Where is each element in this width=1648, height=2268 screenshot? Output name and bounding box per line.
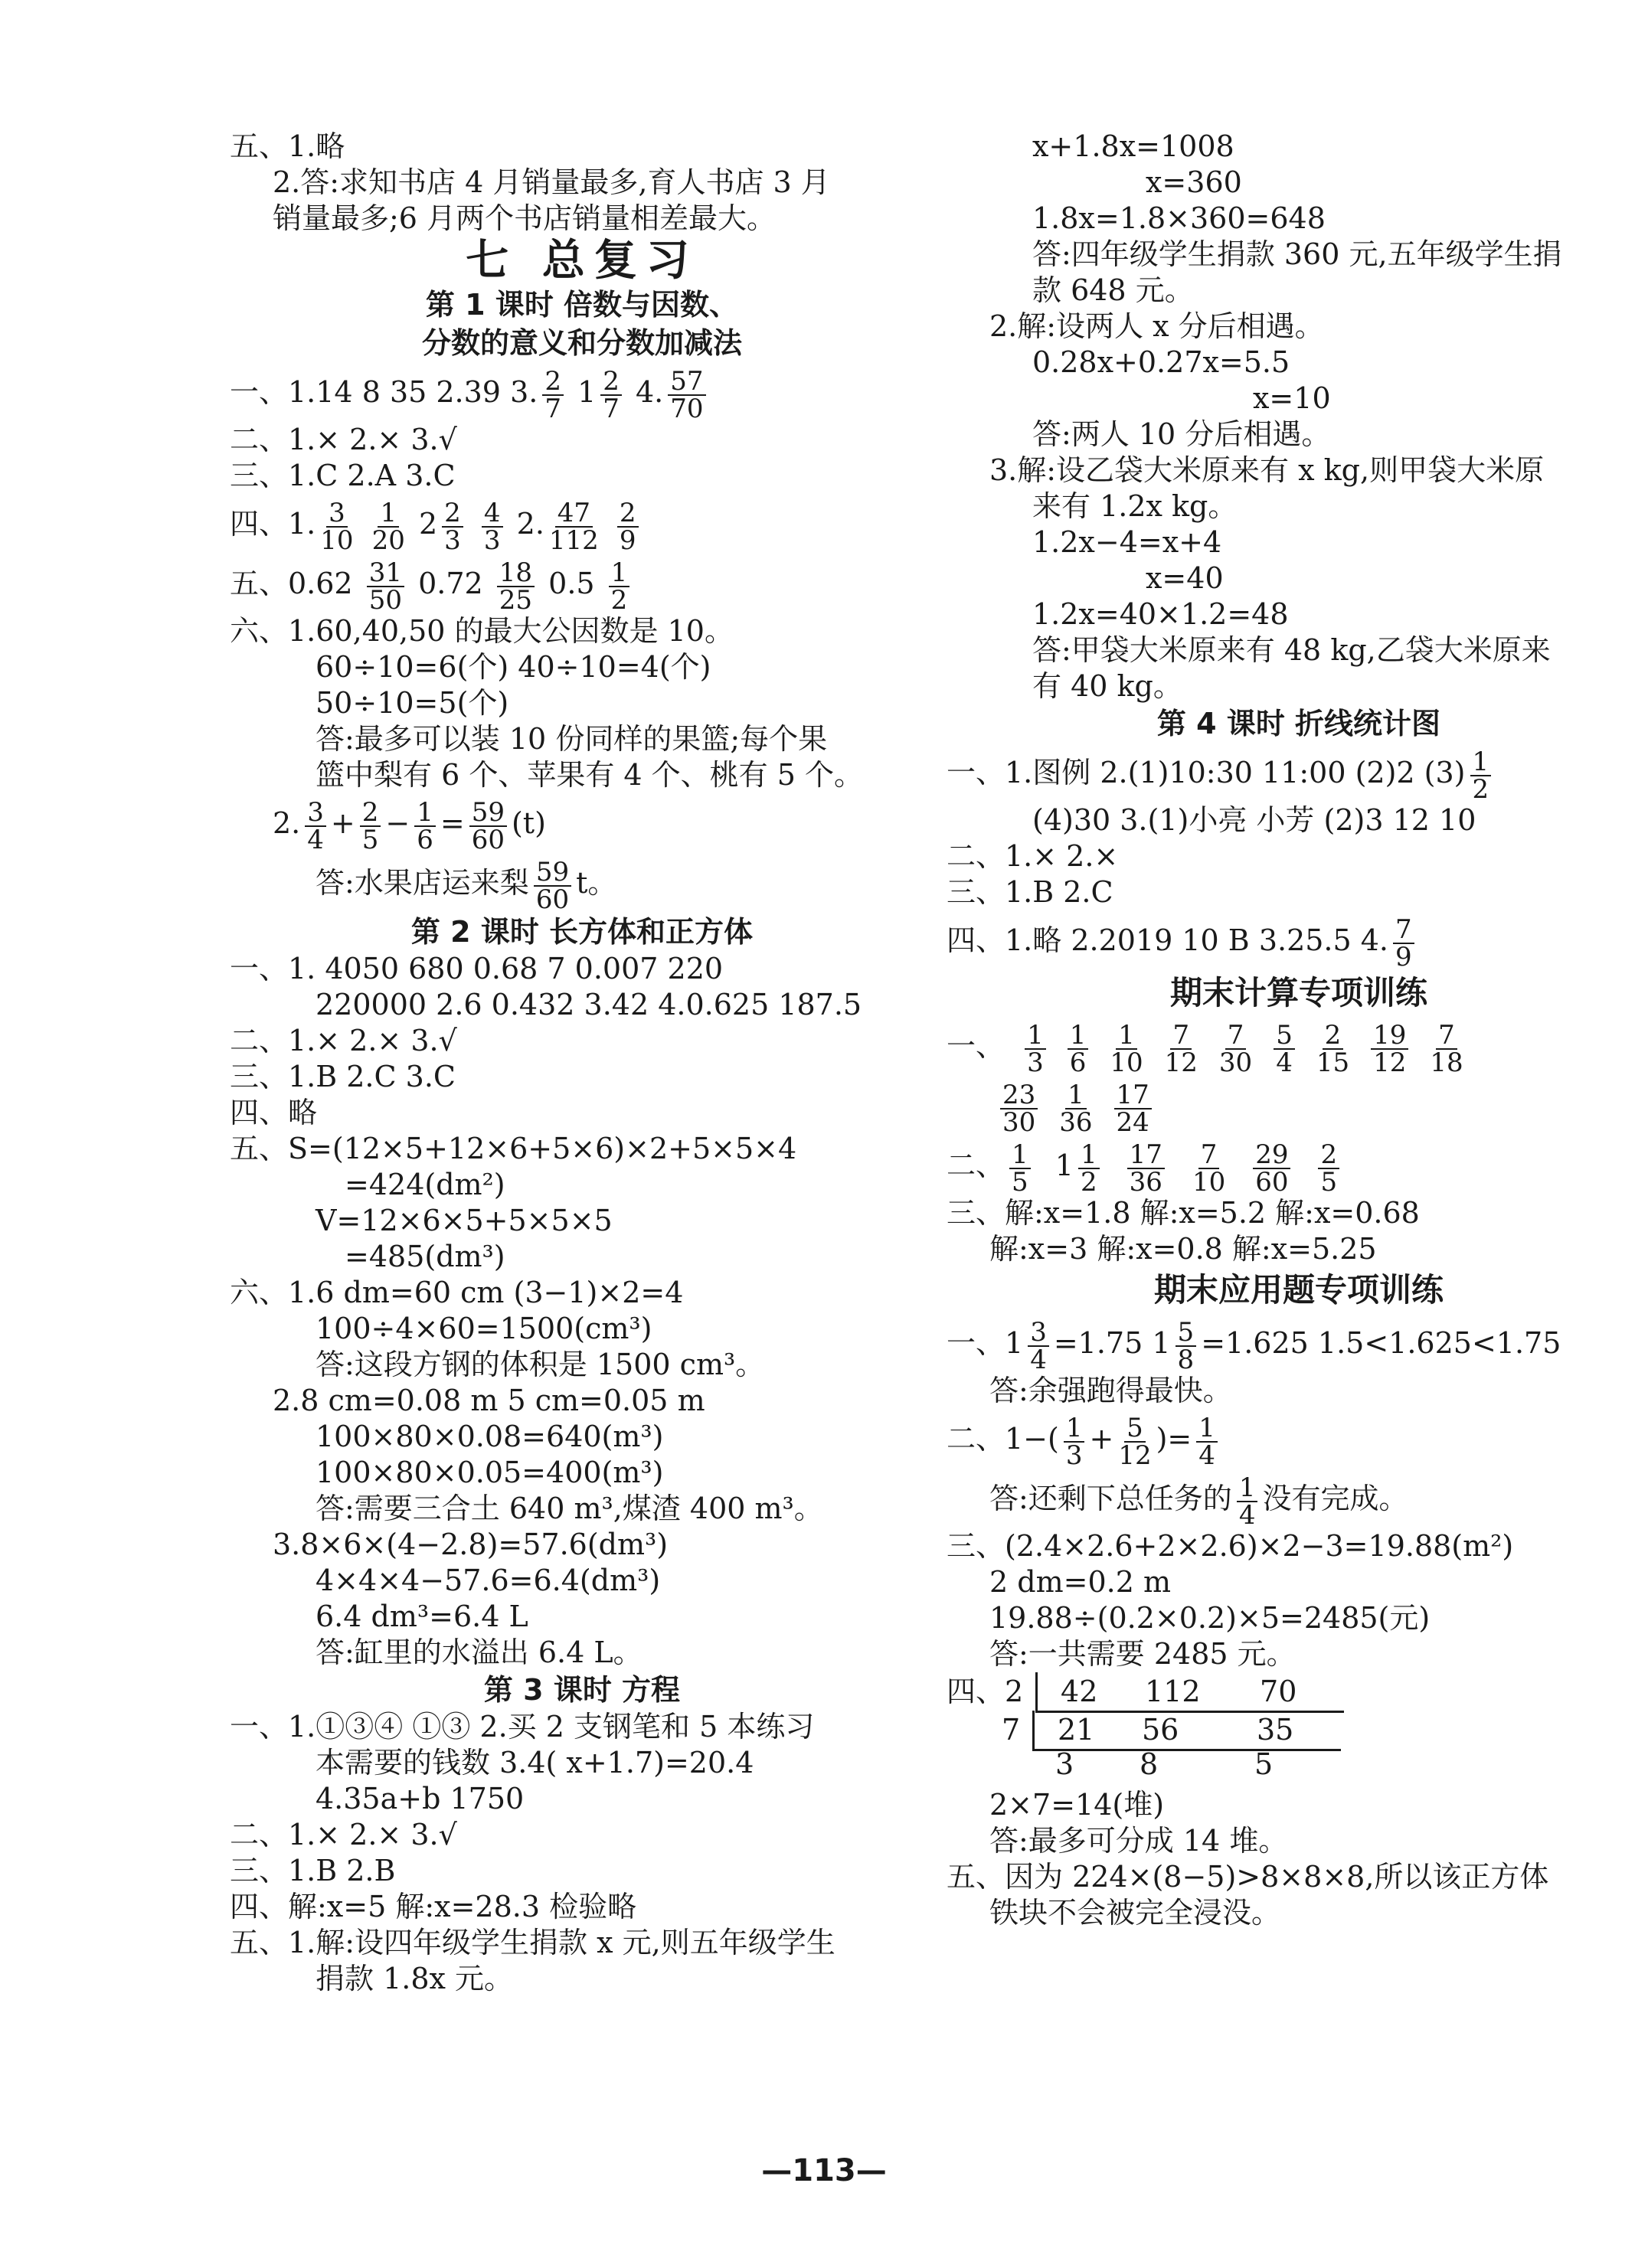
answer-line: x+1.8x=1008	[1032, 129, 1234, 163]
answer-line: 六、1.6 dm=60 cm (3−1)×2=4	[230, 1276, 684, 1309]
answer-line: 三、1.B 2.B	[230, 1854, 396, 1887]
answer-line: 销量最多;6 月两个书店销量相差最大。	[273, 201, 777, 235]
fraction: $\frac{3}{4}$	[305, 799, 326, 853]
answer-text: =1.75 1	[1053, 1326, 1171, 1360]
answer-text: 四、	[947, 1675, 1005, 1708]
fraction: $\frac{47}{112}$	[548, 497, 599, 556]
answer-line: 4.35a+b 1750	[316, 1782, 525, 1815]
answer-line: 三、解:x=1.8 解:x=5.2 解:x=0.68	[947, 1196, 1420, 1230]
fraction: $\frac{1}{4}$	[1196, 1415, 1218, 1469]
fraction-list	[1014, 1019, 1474, 1078]
divisor: 7	[1002, 1713, 1021, 1747]
quotient-row: 21 56 35	[1032, 1711, 1341, 1751]
divisor: 2	[1005, 1675, 1024, 1708]
answer-line	[947, 910, 1648, 970]
remainder: 5	[1254, 1747, 1274, 1781]
answer-line: 100÷4×60=1500(cm³)	[316, 1312, 652, 1345]
fraction: $\frac{1}{2}$	[609, 560, 630, 613]
answer-line: V=12×6×5+5×5×5	[316, 1204, 613, 1237]
answer-text: 四、1.略 2.2019 10 B 3.25.5 4.	[947, 923, 1389, 957]
answer-line: 五、S=(12×5+12×6+5×6)×2+5×5×4	[230, 1132, 797, 1165]
answer-line: 2×7=14(堆)	[989, 1788, 1165, 1822]
fraction: $\frac{3}{4}$	[1028, 1319, 1049, 1373]
answer-line: x=10	[1253, 381, 1331, 415]
answer-line: 三、(2.4×2.6+2×2.6)×2−3=19.88(m²)	[947, 1529, 1514, 1563]
fraction: $\frac{2}{7}$	[542, 368, 564, 422]
answer-text: +	[1089, 1422, 1114, 1456]
fraction: $\frac{7}{10}$	[1192, 1139, 1226, 1198]
answer-line: x=360	[1146, 165, 1242, 199]
short-division	[947, 1672, 1648, 1787]
answer-line: 100×80×0.05=400(m³)	[316, 1456, 664, 1489]
left-column	[230, 129, 934, 1997]
answer-line: 答:两人 10 分后相遇。	[1032, 417, 1331, 451]
fraction: $\frac{1}{4}$	[1237, 1475, 1258, 1528]
answer-text: −	[385, 806, 410, 840]
fraction: $\frac{1}{10}$	[1110, 1019, 1143, 1078]
answer-line: 4×4×4−57.6=6.4(dm³)	[316, 1564, 661, 1597]
fraction: $\frac{2}{5}$	[1318, 1142, 1339, 1195]
answer-line: x=40	[1146, 561, 1224, 595]
answer-line: 0.28x+0.27x=5.5	[1032, 345, 1290, 379]
fraction: $\frac{2}{15}$	[1316, 1019, 1350, 1078]
answer-line: 三、1.C 2.A 3.C	[230, 459, 456, 492]
answer-line: 篮中梨有 6 个、苹果有 4 个、桃有 5 个。	[316, 758, 864, 792]
answer-line: 捐款 1.8x 元。	[316, 1962, 514, 1995]
answer-line: 五、1.解:设四年级学生捐款 x 元,则五年级学生	[230, 1926, 835, 1959]
answer-line: 2.8 cm=0.08 m 5 cm=0.05 m	[273, 1384, 705, 1417]
lesson-title: 分数的意义和分数加减法	[421, 326, 742, 360]
fraction: $\frac{5}{4}$	[1274, 1022, 1295, 1076]
answer-line	[230, 554, 934, 616]
answer-text: 一、1.图例 2.(1)10:30 11:00 (2)2 (3)	[947, 756, 1466, 789]
answer-line	[230, 362, 934, 422]
answer-line: 三、1.B 2.C	[947, 875, 1113, 909]
answer-text: 1	[577, 375, 597, 409]
lesson-title: 第 1 课时 倍数与因数、	[425, 288, 739, 322]
answer-line: 五、因为 224×(8−5)>8×8×8,所以该正方体	[947, 1860, 1549, 1894]
answer-line	[947, 1136, 1648, 1198]
answer-line: 答:缸里的水溢出 6.4 L。	[316, 1636, 643, 1669]
fraction: $\frac{2}{5}$	[360, 799, 381, 853]
answer-text: 二、	[947, 1149, 1005, 1182]
fraction: $\frac{1}{2}$	[1078, 1142, 1100, 1195]
answer-text: 五、0.62	[230, 567, 353, 600]
answer-line: 一、1.①③④ ①③ 2.买 2 支钢笔和 5 本练习	[230, 1710, 815, 1743]
answer-line: 答:一共需要 2485 元。	[989, 1637, 1296, 1671]
fraction: $\frac{2}{7}$	[600, 368, 622, 422]
answer-line: 1.2x=40×1.2=48	[1032, 597, 1289, 631]
fraction: $\frac{18}{25}$	[497, 560, 535, 613]
answer-line: 1.8x=1.8×360=648	[1032, 201, 1326, 235]
answer-line	[947, 1469, 1648, 1531]
answer-text: =	[440, 806, 465, 840]
answer-line: 100×80×0.08=640(m³)	[316, 1420, 664, 1453]
right-column	[947, 129, 1648, 1931]
answer-text: +	[330, 806, 355, 840]
answer-line	[230, 494, 934, 554]
answer-text: 答:还剩下总任务的	[989, 1482, 1232, 1515]
answer-line: 2.解:设两人 x 分后相遇。	[989, 309, 1324, 343]
answer-line: 3.8×6×(4−2.8)=57.6(dm³)	[273, 1528, 669, 1561]
answer-text: 一、1	[947, 1326, 1024, 1360]
answer-line	[947, 1409, 1648, 1469]
fraction: $\frac{1}{36}$	[1059, 1079, 1093, 1138]
answer-line: 三、1.B 2.C 3.C	[230, 1060, 456, 1093]
fraction: $\frac{4}{3}$	[482, 500, 503, 554]
division-row	[947, 1672, 1648, 1711]
fraction: $\frac{7}{9}$	[1393, 917, 1414, 970]
fraction: $\frac{17}{36}$	[1127, 1142, 1165, 1195]
fraction: $\frac{7}{30}$	[1218, 1019, 1253, 1078]
division-row	[947, 1749, 1648, 1779]
fraction: $\frac{17}{24}$	[1114, 1082, 1152, 1136]
fraction: $\frac{31}{50}$	[367, 560, 404, 613]
answer-line: 2.答:求知书店 4 月销量最多,育人书店 3 月	[273, 165, 830, 199]
remainder: 8	[1140, 1747, 1159, 1781]
answer-line: 6.4 dm³=6.4 L	[316, 1600, 528, 1633]
answer-line: 1.2x−4=x+4	[1032, 525, 1222, 559]
answer-line: 19.88÷(0.2×0.2)×5=2485(元)	[989, 1601, 1431, 1635]
answer-line: 一、1. 4050 680 0.68 7 0.007 220	[230, 952, 724, 985]
answer-text: )=	[1156, 1422, 1192, 1456]
answer-line: 有 40 kg。	[1032, 669, 1182, 703]
answer-text: 2	[418, 507, 438, 541]
answer-line	[230, 793, 934, 853]
answer-text: t。	[576, 866, 617, 900]
answer-line: 3.解:设乙袋大米原来有 x kg,则甲袋大米原	[989, 453, 1545, 487]
fraction: $\frac{59}{60}$	[469, 799, 507, 853]
fraction-list	[1113, 1139, 1353, 1198]
answer-line: 来有 1.2x kg。	[1032, 489, 1238, 523]
chapter-title: 七 总复习	[466, 236, 698, 286]
answer-line: 220000 2.6 0.432 3.42 4.0.625 187.5	[316, 988, 862, 1021]
fraction: $\frac{23}{30}$	[1000, 1082, 1038, 1136]
answer-line: 四、略	[230, 1096, 318, 1129]
fraction: $\frac{57}{70}$	[668, 368, 705, 422]
division-row	[947, 1711, 1648, 1749]
answer-line: 二、1.× 2.× 3.√	[230, 423, 457, 456]
lesson-title: 第 3 课时 方程	[483, 1673, 681, 1707]
lesson-title: 第 2 课时 长方体和正方体	[410, 915, 754, 949]
answer-line: 二、1.× 2.× 3.√	[230, 1024, 457, 1057]
answer-text: 0.72	[418, 567, 483, 600]
dividend-row: 42 112 70	[1035, 1672, 1344, 1713]
fraction: $\frac{5}{8}$	[1176, 1319, 1197, 1373]
answer-line: 60÷10=6(个) 40÷10=4(个)	[316, 650, 711, 684]
fraction: $\frac{1}{6}$	[1068, 1022, 1089, 1076]
answer-line: 二、1.× 2.× 3.√	[230, 1818, 457, 1851]
answer-text: 一、1.14 8 35 2.39 3.	[230, 375, 538, 409]
answer-line: 二、1.× 2.×	[947, 839, 1119, 873]
page-number: —113—	[761, 2153, 887, 2188]
fraction: $\frac{29}{60}$	[1253, 1142, 1290, 1195]
answer-line: 铁块不会被完全浸没。	[989, 1896, 1281, 1930]
answer-line: 答:需要三合土 640 m³,煤渣 400 m³。	[316, 1492, 823, 1525]
answer-text: 2.	[273, 806, 301, 840]
answer-text: 0.5	[548, 567, 595, 600]
fraction: $\frac{1}{3}$	[1064, 1415, 1085, 1469]
answer-text: 4.	[635, 375, 664, 409]
answer-line: 款 648 元。	[1032, 273, 1194, 307]
fraction: $\frac{3}{10}$	[320, 497, 354, 556]
answer-text: =1.625 1.5<1.625<1.75	[1201, 1326, 1561, 1360]
fraction: $\frac{7}{12}$	[1164, 1019, 1198, 1078]
fraction: $\frac{1}{20}$	[371, 497, 405, 556]
answer-line	[947, 743, 1648, 805]
answer-text: (t)	[511, 806, 546, 840]
answer-line: 五、1.略	[230, 129, 345, 163]
fraction: $\frac{59}{60}$	[534, 859, 571, 913]
answer-line	[947, 1313, 1648, 1373]
fraction: $\frac{1}{2}$	[1470, 749, 1492, 802]
answer-text: 一、	[947, 1029, 1005, 1063]
section-title: 期末计算专项训练	[1169, 974, 1427, 1011]
fraction: $\frac{1}{5}$	[1009, 1142, 1031, 1195]
fraction: $\frac{2}{3}$	[442, 500, 463, 554]
answer-line: =485(dm³)	[345, 1240, 505, 1273]
answer-text: 答:水果店运来梨	[316, 866, 529, 900]
lesson-title: 第 4 课时 折线统计图	[1156, 707, 1441, 740]
answer-text: 二、1−(	[947, 1422, 1059, 1456]
fraction: $\frac{1}{3}$	[1025, 1022, 1046, 1076]
answer-line: 四、解:x=5 解:x=28.3 检验略	[230, 1890, 637, 1923]
answer-line: 六、1.60,40,50 的最大公因数是 10。	[230, 614, 734, 648]
answer-line: 答:最多可分成 14 堆。	[989, 1824, 1288, 1858]
fraction: $\frac{7}{18}$	[1430, 1019, 1463, 1078]
fraction-list	[989, 1079, 1162, 1138]
answer-line: 本需要的钱数 3.4( x+1.7)=20.4	[316, 1746, 754, 1779]
answer-line: =424(dm²)	[345, 1168, 505, 1201]
answer-line: 50÷10=5(个)	[316, 686, 509, 720]
answer-line: 答:这段方钢的体积是 1500 cm³。	[316, 1348, 765, 1381]
answer-text: 没有完成。	[1262, 1482, 1408, 1515]
answer-line	[947, 1076, 1648, 1136]
answer-text: 2.	[516, 507, 544, 541]
answer-text: 四、1.	[230, 507, 316, 541]
answer-line: 答:四年级学生捐款 360 元,五年级学生捐	[1032, 237, 1562, 271]
answer-text: 1	[1055, 1149, 1074, 1182]
section-title: 期末应用题专项训练	[1153, 1271, 1444, 1309]
answer-line: 2 dm=0.2 m	[989, 1565, 1171, 1599]
fraction: $\frac{1}{6}$	[414, 799, 436, 853]
answer-line	[947, 1016, 1648, 1076]
fraction: $\frac{19}{12}$	[1371, 1022, 1408, 1076]
answer-line: 答:甲袋大米原来有 48 kg,乙袋大米原来	[1032, 633, 1551, 667]
answer-line: 答:余强跑得最快。	[989, 1374, 1232, 1407]
remainder: 3	[1055, 1747, 1074, 1781]
answer-line: 解:x=3 解:x=0.8 解:x=5.25	[989, 1232, 1377, 1266]
answer-line: 答:最多可以装 10 份同样的果篮;每个果	[316, 722, 828, 756]
answer-line	[230, 853, 934, 913]
fraction: $\frac{2}{9}$	[617, 500, 639, 554]
fraction: $\frac{5}{12}$	[1118, 1412, 1152, 1471]
answer-line: (4)30 3.(1)小亮 小芳 (2)3 12 10	[1032, 803, 1476, 837]
